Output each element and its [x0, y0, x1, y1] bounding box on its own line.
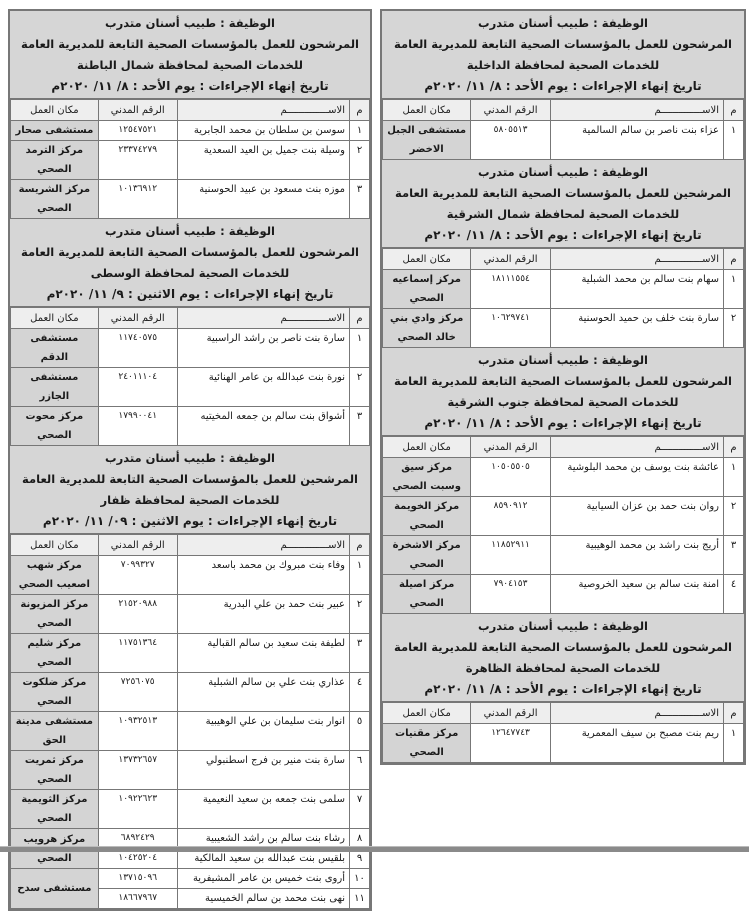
- table-row: [11, 556, 370, 595]
- workplace: مركز الترمد الصحي: [11, 141, 99, 180]
- row-number: ٢: [724, 497, 744, 536]
- column-header-num: م: [724, 437, 744, 458]
- civil-id: ١٣٧٣٢٦٥٧: [98, 751, 177, 790]
- column-header-civil-id: الرقم المدني: [471, 437, 550, 458]
- workplace: مركز المزيونة الصحي: [11, 595, 99, 634]
- column-header-workplace: مكان العمل: [11, 308, 99, 329]
- candidates-table: [382, 248, 744, 348]
- table-row: [11, 407, 370, 446]
- table-row: [11, 329, 370, 368]
- column-header-num: م: [350, 100, 370, 121]
- candidate-name: نورة بنت عبدالله بن عامر الهنائية: [177, 368, 349, 407]
- candidates-table: [382, 99, 744, 160]
- row-number: ٣: [350, 407, 370, 446]
- civil-id: ١٠٤٢٥٢٠٤: [98, 849, 177, 869]
- workplace: مركز الاشخرة الصحي: [383, 536, 471, 575]
- deadline-text: تاريخ إنهاء الإجراءات : يوم الأحد : ٨/ ١١/ ٢٠٢٠م: [424, 416, 702, 430]
- table-row: [11, 141, 370, 180]
- candidate-name: امنة بنت سالم بن سعيد الخروصية: [550, 575, 723, 614]
- row-number: ٣: [350, 634, 370, 673]
- column-header-num: م: [350, 308, 370, 329]
- column-header-name: الاســــــــــــــم: [550, 703, 723, 724]
- table-header-row: [11, 535, 370, 556]
- row-number: ١: [724, 458, 744, 497]
- candidate-name: أريج بنت راشد بن محمد الوهيبية: [550, 536, 723, 575]
- workplace: مركز مقنيات الصحي: [383, 724, 471, 763]
- civil-id: ٢١٥٢٠٩٨٨: [98, 595, 177, 634]
- candidate-name: وفاء بنت مبروك بن محمد باسعد: [177, 556, 349, 595]
- candidate-name: أروى بنت خميس بن عامر المشيفرية: [177, 869, 349, 889]
- row-number: ٢: [350, 141, 370, 180]
- table-header-row: [383, 437, 744, 458]
- civil-id: ١٠٥٠٥٥٠٥: [471, 458, 550, 497]
- candidate-name: وسيلة بنت جميل بن العيد السعدية: [177, 141, 349, 180]
- workplace: مركز هرويب الصحي: [11, 829, 99, 869]
- workplace: مركز وادي بني خالد الصحي: [383, 309, 471, 348]
- column-header-name: الاســــــــــــــم: [550, 100, 723, 121]
- candidate-name: سوسن بن سلطان بن محمد الجابرية: [177, 121, 349, 141]
- column-header-num: م: [724, 100, 744, 121]
- section-header: [382, 160, 744, 248]
- column-header-civil-id: الرقم المدني: [98, 308, 177, 329]
- row-number: ٢: [350, 595, 370, 634]
- column-header-workplace: مكان العمل: [11, 535, 99, 556]
- column-header-civil-id: الرقم المدني: [471, 100, 550, 121]
- candidates-table: [382, 702, 744, 763]
- candidate-name: سارة بنت خلف بن حميد الحوسنية: [550, 309, 723, 348]
- civil-id: ١١٧٥١٣٦٤: [98, 634, 177, 673]
- row-number: ١١: [350, 889, 370, 909]
- civil-id: ٢٤٠١١١٠٤: [98, 368, 177, 407]
- column-header-name: الاســــــــــــــم: [550, 249, 723, 270]
- table-row: [11, 751, 370, 790]
- column-header-name: الاســــــــــــــم: [550, 437, 723, 458]
- civil-id: ١٢٥٤٧٥٢١: [98, 121, 177, 141]
- civil-id: ٧٢٥٦٠٧٥: [98, 673, 177, 712]
- section-subtitle: المرشحون للعمل بالمؤسسات الصحية التابعة للمديرية العامة: [394, 374, 732, 388]
- column-header-civil-id: الرقم المدني: [471, 249, 550, 270]
- workplace: مركز ثمريت الصحي: [11, 751, 99, 790]
- candidate-name: عزاء بنت ناصر بن سالم السالمية: [550, 121, 723, 160]
- section-header: [382, 348, 744, 436]
- candidate-name: عبير بنت حمد بن علي البدرية: [177, 595, 349, 634]
- section-subtitle: للخدمات الصحية لمحافظة شمال الباطنة: [77, 58, 303, 72]
- job-title: الوظيفة : طبيب أسنان متدرب: [478, 165, 648, 179]
- workplace: مستشفى الدقم: [11, 329, 99, 368]
- workplace: مركز ضلكوت الصحي: [11, 673, 99, 712]
- section-subtitle: المرشحون للعمل بالمؤسسات الصحية التابعة للمديرية العامة: [394, 640, 732, 654]
- table-row: [11, 712, 370, 751]
- column-header-name: الاســــــــــــــم: [177, 535, 349, 556]
- civil-id: ١٧٩٩٠٠٤١: [98, 407, 177, 446]
- row-number: ٦: [350, 751, 370, 790]
- deadline-text: تاريخ إنهاء الإجراءات : يوم الأحد : ٨/ ١١/ ٢٠٢٠م: [424, 79, 702, 93]
- section-subtitle: للخدمات الصحية لمحافظة الظاهرة: [465, 661, 661, 675]
- table-header-row: [383, 100, 744, 121]
- deadline-text: تاريخ إنهاء الإجراءات : يوم الاثنين : ٠٩/ ١١/ ٢٠٢٠م: [42, 514, 338, 528]
- column-header-name: الاســــــــــــــم: [177, 100, 349, 121]
- workplace: مركز شهب اصعيب الصحي: [11, 556, 99, 595]
- column-header-workplace: مكان العمل: [383, 249, 471, 270]
- row-number: ٣: [724, 536, 744, 575]
- table-header-row: [383, 249, 744, 270]
- workplace: مستشفى مدينة الحق: [11, 712, 99, 751]
- candidate-name: ريم بنت مصبح بن سيف المعمرية: [550, 724, 723, 763]
- deadline-text: تاريخ إنهاء الإجراءات : يوم الأحد : ٨/ ١١/ ٢٠٢٠م: [424, 682, 702, 696]
- table-header-row: [11, 100, 370, 121]
- workplace: مركز محوت الصحي: [11, 407, 99, 446]
- deadline-text: تاريخ إنهاء الإجراءات : يوم الأحد : ٨/ ١١/ ٢٠٢٠م: [424, 228, 702, 242]
- row-number: ١: [724, 724, 744, 763]
- section-header: [382, 614, 744, 702]
- row-number: ٢: [350, 368, 370, 407]
- row-number: ٤: [350, 673, 370, 712]
- table-row: [383, 458, 744, 497]
- section-subtitle: المرشحون للعمل بالمؤسسات الصحية التابعة للمديرية العامة: [21, 37, 359, 51]
- candidates-table: [382, 436, 744, 614]
- workplace: مركز الخويمة الصحي: [383, 497, 471, 536]
- table-header-row: [11, 308, 370, 329]
- candidate-name: بلقيس بنت عبدالله بن سعيد المالكية: [177, 849, 349, 869]
- job-title: الوظيفة : طبيب أسنان متدرب: [478, 619, 648, 633]
- section-subtitle: للخدمات الصحية لمحافظة الوسطى: [90, 266, 290, 280]
- row-number: ١: [350, 329, 370, 368]
- column-header-num: م: [724, 249, 744, 270]
- column-header-workplace: مكان العمل: [383, 437, 471, 458]
- table-row: [383, 497, 744, 536]
- civil-id: ١٠٩٣٢٥١٣: [98, 712, 177, 751]
- row-number: ٨: [350, 829, 370, 849]
- row-number: ٥: [350, 712, 370, 751]
- column-header-workplace: مكان العمل: [11, 100, 99, 121]
- section-header: [10, 446, 370, 534]
- candidate-name: موزه بنت مسعود بن عبيد الحوسنية: [177, 180, 349, 219]
- table-row: [383, 270, 744, 309]
- candidate-name: سارة بنت ناصر بن راشد الراسبية: [177, 329, 349, 368]
- row-number: ٤: [724, 575, 744, 614]
- table-row: [383, 121, 744, 160]
- column-header-name: الاســــــــــــــم: [177, 308, 349, 329]
- workplace: مستشفى سدح: [11, 869, 99, 909]
- row-number: ١: [724, 270, 744, 309]
- row-number: ٣: [350, 180, 370, 219]
- civil-id: ٨٥٩٠٩١٢: [471, 497, 550, 536]
- job-title: الوظيفة : طبيب أسنان متدرب: [478, 16, 648, 30]
- table-row: [383, 724, 744, 763]
- workplace: مركز شليم الصحي: [11, 634, 99, 673]
- section-subtitle: للخدمات الصحية لمحافظة ظفار: [100, 493, 280, 507]
- section-subtitle: للخدمات الصحية لمحافظة جنوب الشرقية: [447, 395, 679, 409]
- civil-id: ٧٠٩٩٣٢٧: [98, 556, 177, 595]
- job-title: الوظيفة : طبيب أسنان متدرب: [105, 224, 275, 238]
- table-row: [11, 180, 370, 219]
- section-header: [10, 11, 370, 99]
- row-number: ١: [724, 121, 744, 160]
- table-row: [11, 673, 370, 712]
- candidate-name: رشاء بنت سالم بن راشد الشعيبية: [177, 829, 349, 849]
- section-header: [10, 219, 370, 307]
- candidate-name: لطيفة بنت سعيد بن سالم القبالية: [177, 634, 349, 673]
- column-header-civil-id: الرقم المدني: [98, 100, 177, 121]
- civil-id: ٢٣٣٧٤٢٧٩: [98, 141, 177, 180]
- workplace: مركز إسماعيه الصحي: [383, 270, 471, 309]
- table-row: [11, 790, 370, 829]
- column-header-num: م: [724, 703, 744, 724]
- civil-id: ١٠٩٢٢٦٢٣: [98, 790, 177, 829]
- civil-id: ١٨٦٦٧٩٦٧: [98, 889, 177, 909]
- candidate-name: سهام بنت سالم بن محمد الشبلية: [550, 270, 723, 309]
- candidate-name: انوار بنت سليمان بن علي الوهيبية: [177, 712, 349, 751]
- table-row: [11, 869, 370, 889]
- workplace: مركز الشريسة الصحي: [11, 180, 99, 219]
- row-number: ١: [350, 556, 370, 595]
- civil-id: ١١٨٥٢٩١١: [471, 536, 550, 575]
- column-header-workplace: مكان العمل: [383, 100, 471, 121]
- civil-id: ١٢٦٤٧٧٤٣: [471, 724, 550, 763]
- table-row: [383, 309, 744, 348]
- right-column: [380, 9, 746, 765]
- civil-id: ١١٧٤٠٥٧٥: [98, 329, 177, 368]
- workplace: مركز اصيلة الصحي: [383, 575, 471, 614]
- section-subtitle: المرشحون للعمل بالمؤسسات الصحية التابعة للمديرية العامة: [21, 245, 359, 259]
- candidate-name: سلمى بنت جمعه بن سعيد النعيمية: [177, 790, 349, 829]
- row-number: ٧: [350, 790, 370, 829]
- candidates-table: [10, 307, 370, 446]
- civil-id: ١٠٦٢٩٧٤١: [471, 309, 550, 348]
- job-title: الوظيفة : طبيب أسنان متدرب: [478, 353, 648, 367]
- candidate-name: روان بنت حمد بن عزان السيابية: [550, 497, 723, 536]
- section-subtitle: المرشحين للعمل بالمؤسسات الصحية التابعة للمديرية العامة: [22, 472, 358, 486]
- job-title: الوظيفة : طبيب أسنان متدرب: [105, 451, 275, 465]
- section-subtitle: المرشحين للعمل بالمؤسسات الصحية التابعة للمديرية العامة: [395, 186, 731, 200]
- candidate-name: سارة بنت منير بن فرج اسطنبولي: [177, 751, 349, 790]
- job-title: الوظيفة : طبيب أسنان متدرب: [105, 16, 275, 30]
- row-number: ١٠: [350, 869, 370, 889]
- workplace: مستشفى الجازر: [11, 368, 99, 407]
- civil-id: ٦٨٩٢٤٢٩: [98, 829, 177, 849]
- candidate-name: نهى بنت محمد بن سالم الخميسية: [177, 889, 349, 909]
- table-row: [383, 575, 744, 614]
- table-row: [383, 536, 744, 575]
- row-number: ٢: [724, 309, 744, 348]
- table-header-row: [383, 703, 744, 724]
- bottom-divider: [0, 846, 749, 852]
- table-row: [11, 121, 370, 141]
- workplace: مركز سيق وسبت الصحي: [383, 458, 471, 497]
- section-header: [382, 11, 744, 99]
- deadline-text: تاريخ إنهاء الإجراءات : يوم الاثنين : ٩/ ١١/ ٢٠٢٠م: [46, 287, 334, 301]
- left-column: [8, 9, 372, 911]
- column-header-num: م: [350, 535, 370, 556]
- candidates-table: [10, 99, 370, 219]
- column-header-workplace: مكان العمل: [383, 703, 471, 724]
- civil-id: ١٣٧١٥٠٩٦: [98, 869, 177, 889]
- candidate-name: عذاري بنت علي بن سالم الشبلية: [177, 673, 349, 712]
- section-subtitle: المرشحون للعمل بالمؤسسات الصحية التابعة للمديرية العامة: [394, 37, 732, 51]
- table-row: [11, 634, 370, 673]
- candidate-name: أشواق بنت سالم بن جمعه المخيتيه: [177, 407, 349, 446]
- civil-id: ٧٩٠٤١٥٣: [471, 575, 550, 614]
- section-subtitle: للخدمات الصحية لمحافظة شمال الشرقية: [446, 207, 680, 221]
- deadline-text: تاريخ إنهاء الإجراءات : يوم الأحد : ٨/ ١١/ ٢٠٢٠م: [51, 79, 329, 93]
- civil-id: ١٨١١١٥٥٤: [471, 270, 550, 309]
- civil-id: ٥٨٠٥٥١٣: [471, 121, 550, 160]
- section-subtitle: للخدمات الصحية لمحافظة الداخلية: [466, 58, 660, 72]
- column-header-civil-id: الرقم المدني: [98, 535, 177, 556]
- table-row: [11, 595, 370, 634]
- row-number: ١: [350, 121, 370, 141]
- workplace: مستشفى صحار: [11, 121, 99, 141]
- column-header-civil-id: الرقم المدني: [471, 703, 550, 724]
- workplace: مستشفى الجبل الاخضر: [383, 121, 471, 160]
- workplace: مركز الثويمية الصحي: [11, 790, 99, 829]
- civil-id: ١٠١٣٦٩١٢: [98, 180, 177, 219]
- candidates-table: [10, 534, 370, 909]
- table-row: [11, 368, 370, 407]
- candidate-name: عائشة بنت يوسف بن محمد البلوشية: [550, 458, 723, 497]
- row-number: ٩: [350, 849, 370, 869]
